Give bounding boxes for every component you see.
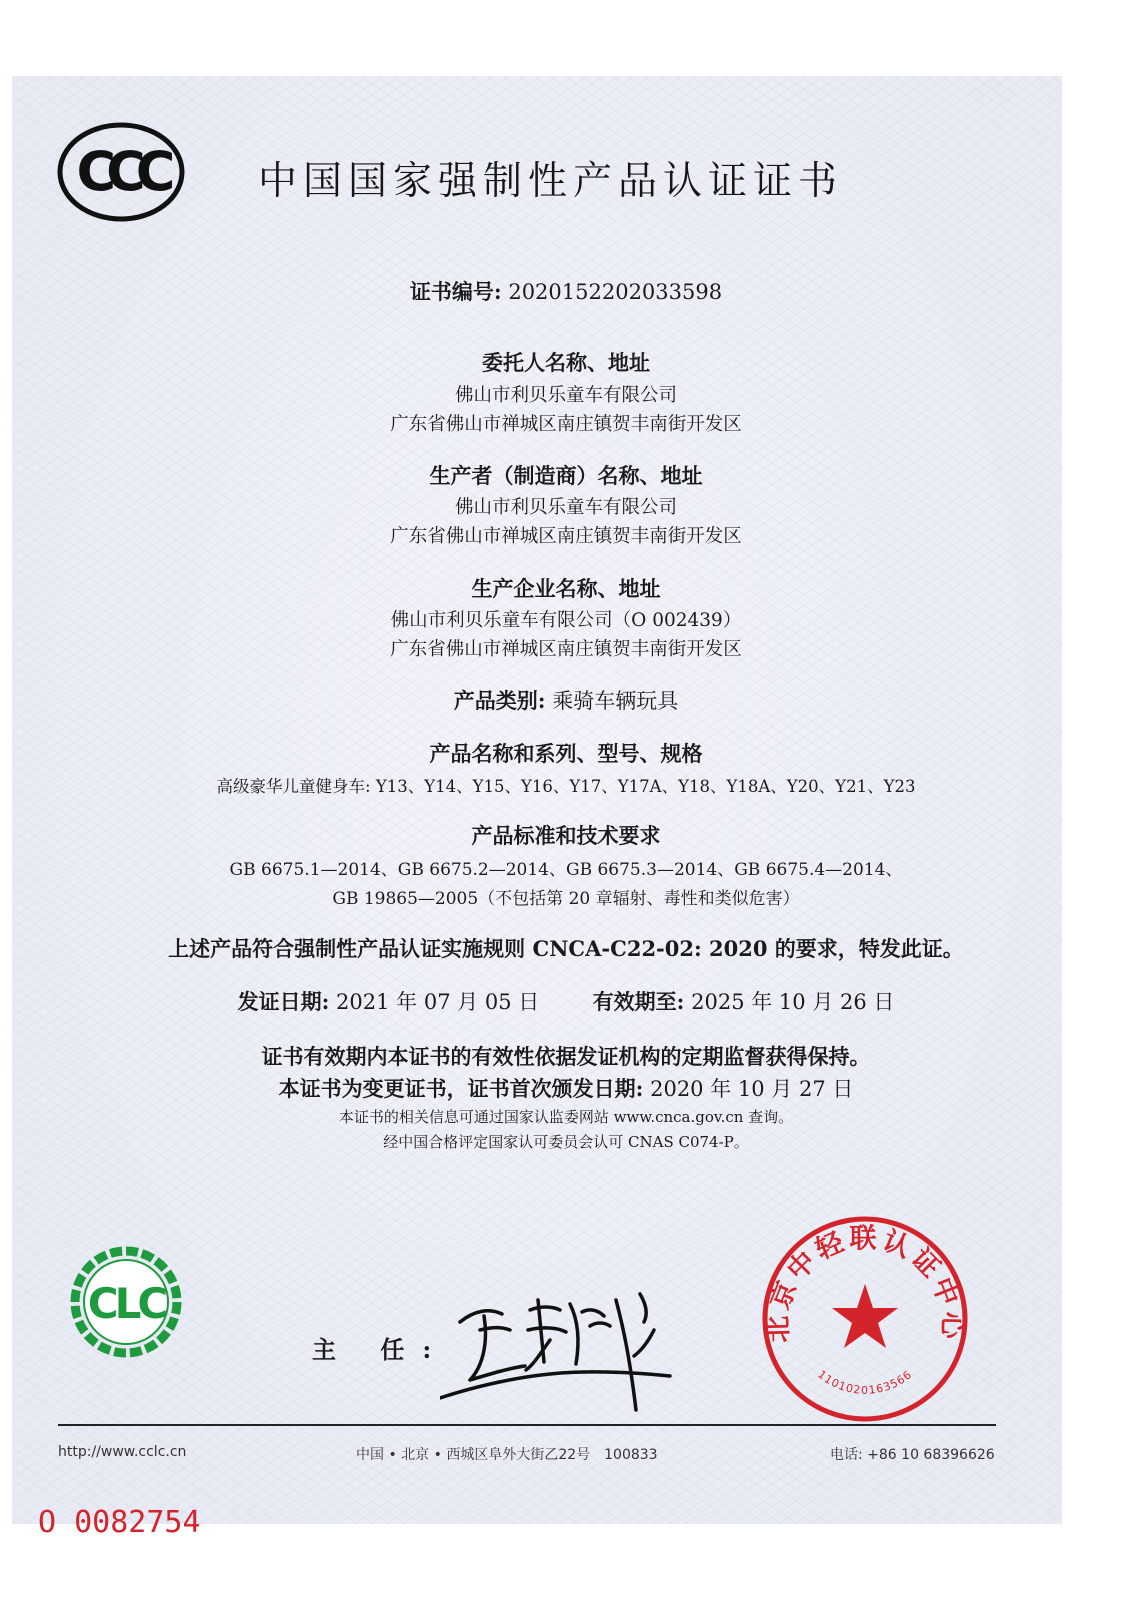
factory-heading: 生产企业名称、地址 — [471, 576, 661, 601]
product-category-value: 乘骑车辆玩具 — [552, 689, 679, 713]
director-signature — [440, 1270, 680, 1420]
manufacturer-address: 广东省佛山市禅城区南庄镇贺丰南街开发区 — [390, 526, 742, 547]
product-category — [0, 685, 1132, 715]
expiry-date-value: 2025 年 10 月 26 日 — [691, 990, 895, 1014]
certification-seal — [756, 1210, 974, 1428]
factory-name: 佛山市利贝乐童车有限公司（O 002439） — [390, 610, 742, 631]
ccc-logo-text: CCC — [76, 140, 166, 203]
manufacturer-heading: 生产者（制造商）名称、地址 — [429, 463, 703, 488]
seal-star-icon — [832, 1284, 898, 1348]
query-note: 本证书的相关信息可通过国家认监委网站 www.cnca.gov.cn 查询。 — [338, 1108, 794, 1126]
factory-address: 广东省佛山市禅城区南庄镇贺丰南街开发区 — [390, 639, 742, 660]
issue-date-label: 发证日期: — [237, 989, 330, 1014]
cert-number-value: 2020152202033598 — [508, 280, 723, 304]
standards-line-1: GB 6675.1—2014、GB 6675.2—2014、GB 6675.3—2014、GB 6675.4—2014、 — [229, 860, 903, 880]
serial-number: O 0082754 — [38, 1505, 201, 1540]
svg-text:1101020163566 — [815, 1368, 914, 1397]
clc-logo-text: CLC — [87, 1279, 165, 1328]
product-category-label: 产品类别: — [453, 688, 546, 713]
compliance-statement: 上述产品符合强制性产品认证实施规则 CNCA-C22-02: 2020 的要求，特发此证。 — [168, 936, 964, 961]
change-note — [0, 1073, 1132, 1103]
footer-website[interactable]: http://www.cclc.cn — [58, 1444, 187, 1460]
footer-address: 中国 • 北京 • 西城区阜外大街乙22号 100833 — [356, 1447, 658, 1463]
seal-ring-text: 北京中轻联认证中心 — [762, 1223, 968, 1343]
certificate-title: 中国国家强制性产品认证证书 — [258, 159, 844, 204]
accreditation-note: 经中国合格评定国家认可委员会认可 CNAS C074-P。 — [383, 1133, 749, 1151]
client-name: 佛山市利贝乐童车有限公司 — [454, 385, 677, 406]
standards-heading: 产品标准和技术要求 — [471, 823, 661, 848]
footer-divider — [58, 1424, 996, 1426]
change-note-value: 2020 年 10 月 27 日 — [650, 1077, 854, 1101]
change-note-label: 本证书为变更证书，证书首次颁发日期: — [278, 1076, 644, 1101]
client-address: 广东省佛山市禅城区南庄镇贺丰南街开发区 — [390, 414, 742, 435]
footer-phone: 电话: +86 10 68396626 — [830, 1447, 995, 1463]
client-heading: 委托人名称、地址 — [482, 350, 650, 375]
product-models: 高级豪华儿童健身车: Y13、Y14、Y15、Y16、Y17、Y17A、Y18、Y18A、Y20、Y21、Y23 — [216, 777, 916, 796]
cert-number — [0, 276, 1132, 306]
expiry-date-label: 有效期至: — [592, 989, 685, 1014]
dates-row — [0, 986, 1132, 1016]
standards-line-2: GB 19865—2005（不包括第 20 章辐射、毒性和类似危害） — [332, 889, 800, 909]
ccc-logo — [56, 120, 186, 224]
validity-note: 证书有效期内本证书的有效性依据发证机构的定期监督获得保持。 — [261, 1044, 871, 1069]
director-label: 主 任: — [312, 1335, 450, 1364]
manufacturer-name: 佛山市利贝乐童车有限公司 — [454, 497, 677, 518]
seal-number: 1101020163566 — [815, 1367, 915, 1397]
cert-number-label: 证书编号: — [409, 279, 502, 304]
clc-logo — [70, 1246, 182, 1358]
product-heading: 产品名称和系列、型号、规格 — [429, 741, 703, 766]
issue-date-value: 2021 年 07 月 05 日 — [336, 990, 540, 1014]
